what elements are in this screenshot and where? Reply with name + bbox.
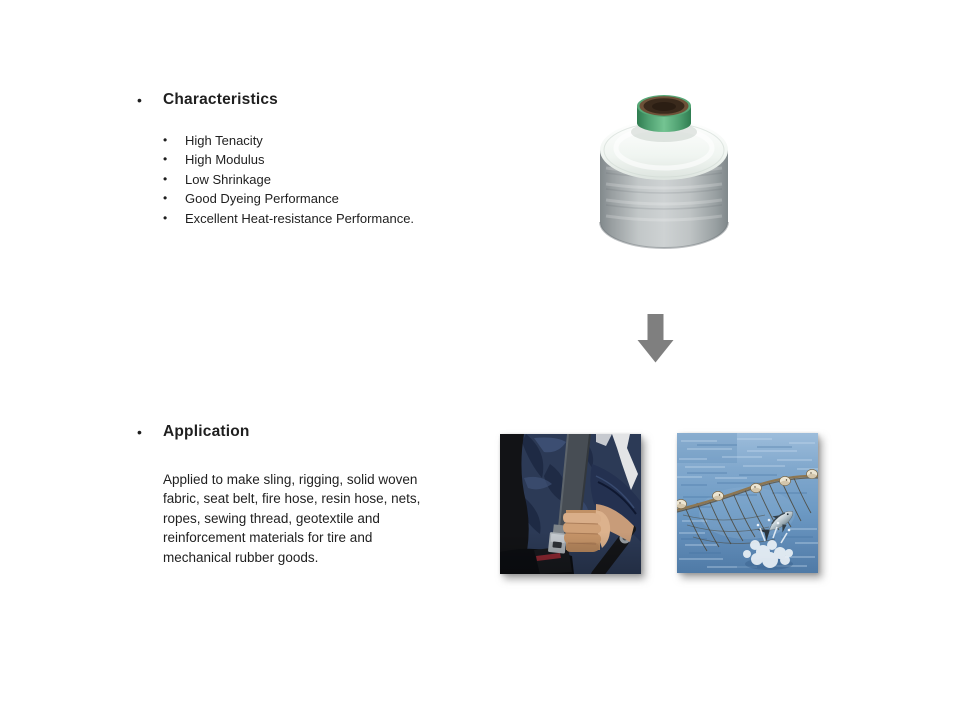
- fishing-net-photo: [677, 433, 818, 573]
- down-arrow-shape: [638, 314, 674, 363]
- bullet-marker: •: [163, 171, 168, 186]
- bullet-marker: •: [163, 152, 168, 167]
- application-heading-row: [137, 423, 250, 441]
- list-item: [163, 209, 414, 228]
- bullet-marker: •: [137, 92, 142, 108]
- list-item-label: Good Dyeing Performance: [185, 191, 339, 207]
- down-arrow: [637, 314, 674, 363]
- paragraph-line: ropes, sewing thread, geotextile and: [163, 510, 380, 526]
- paragraph-line: fabric, seat belt, fire hose, resin hose, nets,: [163, 491, 421, 507]
- list-item-label: Low Shrinkage: [185, 171, 271, 187]
- bullet-marker: •: [137, 424, 142, 440]
- paragraph-line: Applied to make sling, rigging, solid woven: [163, 472, 418, 487]
- paragraph-line: reinforcement materials for tire and: [163, 530, 373, 546]
- list-item: [163, 170, 414, 189]
- list-item: [163, 189, 414, 208]
- list-item-label: Excellent Heat-resistance Performance.: [185, 210, 415, 226]
- characteristics-list: [163, 131, 414, 228]
- bullet-marker: •: [163, 210, 168, 225]
- characteristics-heading: Characteristics: [163, 91, 279, 108]
- list-item-label: High Tenacity: [185, 133, 263, 148]
- application-heading: Application: [163, 423, 250, 440]
- paragraph-line: mechanical rubber goods.: [163, 549, 319, 565]
- application-paragraph: [163, 470, 463, 567]
- bullet-marker: •: [163, 191, 168, 206]
- yarn-spool-photo: [598, 90, 730, 252]
- seatbelt-photo: [500, 434, 641, 574]
- list-item: [163, 131, 414, 150]
- list-item: [163, 150, 414, 169]
- characteristics-heading-row: [137, 91, 278, 109]
- bullet-marker: •: [163, 133, 168, 147]
- list-item-label: High Modulus: [185, 152, 265, 168]
